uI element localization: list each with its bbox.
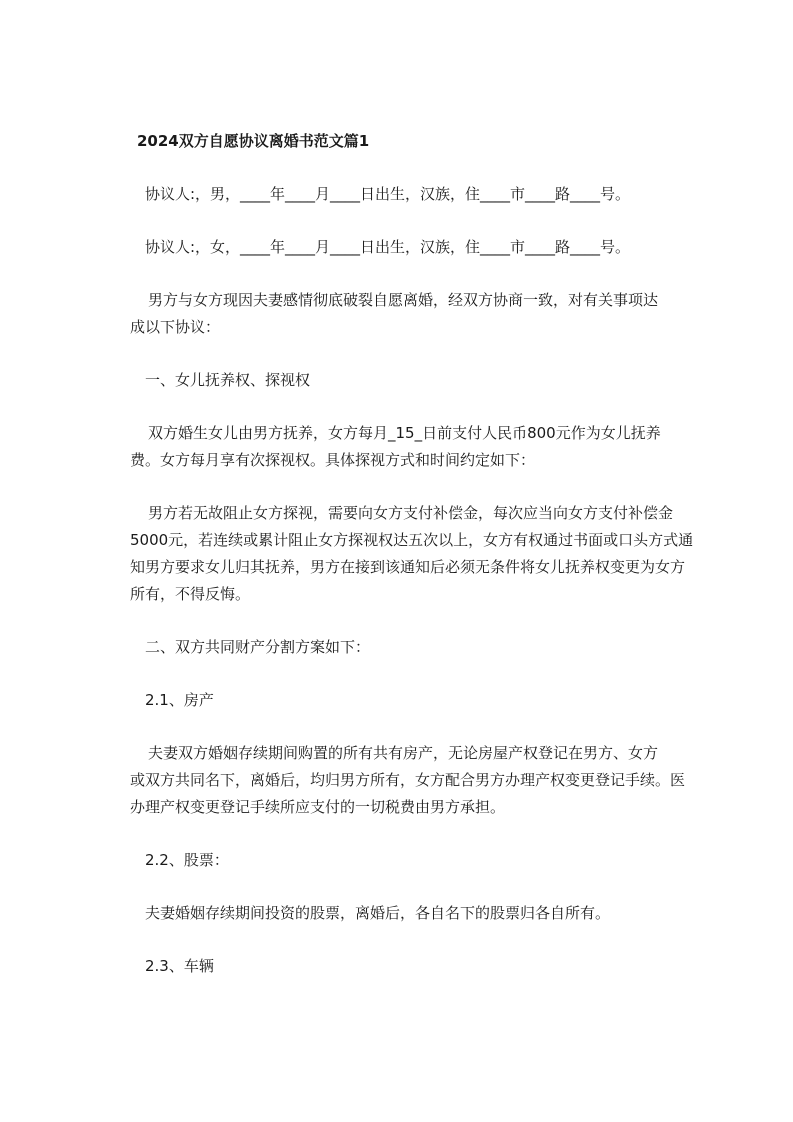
party-male-line: 协议人:，男，____年____月____日出生，汉族，住____市____路____号。 [145, 185, 631, 203]
section1-para2-line-4: 所有，不得反悔。 [130, 585, 251, 603]
intro-line-2: 成以下协议： [130, 318, 221, 336]
section1-para2-line-1: 男方若无故阻止女方探视，需要向女方支付补偿金，每次应当向女方支付补偿金 [148, 504, 674, 522]
section1-para1-line-2: 费。女方每月享有次探视权。具体探视方式和时间约定如下： [130, 451, 536, 469]
section1-para2-line-2: 5000元，若连续或累计阻止女方探视权达五次以上，女方有权通过书面或口头方式通 [130, 531, 694, 549]
sub21-para-line-3: 办理产权变更登记手续所应支付的一切税费由男方承担。 [130, 798, 506, 816]
section2-heading: 二、双方共同财产分割方案如下： [145, 638, 371, 656]
section1-heading: 一、女儿抚养权、探视权 [145, 371, 311, 389]
party-female-line: 协议人:，女，____年____月____日出生，汉族，住____市____路____号。 [145, 238, 631, 256]
sub22-para: 夫妻婚姻存续期间投资的股票，离婚后，各自名下的股票归各自所有。 [145, 904, 611, 922]
document-title: 2024双方自愿协议离婚书范文篇1 [137, 132, 370, 150]
section1-para2-line-3: 知男方要求女儿归其抚养，男方在接到该通知后必须无条件将女儿抚养权变更为女方 [130, 558, 686, 576]
sub21-para-line-2: 或双方共同名下，离婚后，均归男方所有，女方配合男方办理产权变更登记手续。医 [130, 771, 686, 789]
sub21-heading: 2.1、房产 [145, 691, 214, 709]
sub23-heading: 2.3、车辆 [145, 957, 214, 975]
sub21-para-line-1: 夫妻双方婚姻存续期间购置的所有共有房产，无论房屋产权登记在男方、女方 [148, 744, 659, 762]
sub22-heading: 2.2、股票： [145, 851, 229, 869]
section1-para1-line-1: 双方婚生女儿由男方抚养，女方每月_15_日前支付人民币800元作为女儿抚养 [148, 424, 661, 442]
intro-line-1: 男方与女方现因夫妻感情彻底破裂自愿离婚，经双方协商一致，对有关事项达 [148, 291, 659, 309]
